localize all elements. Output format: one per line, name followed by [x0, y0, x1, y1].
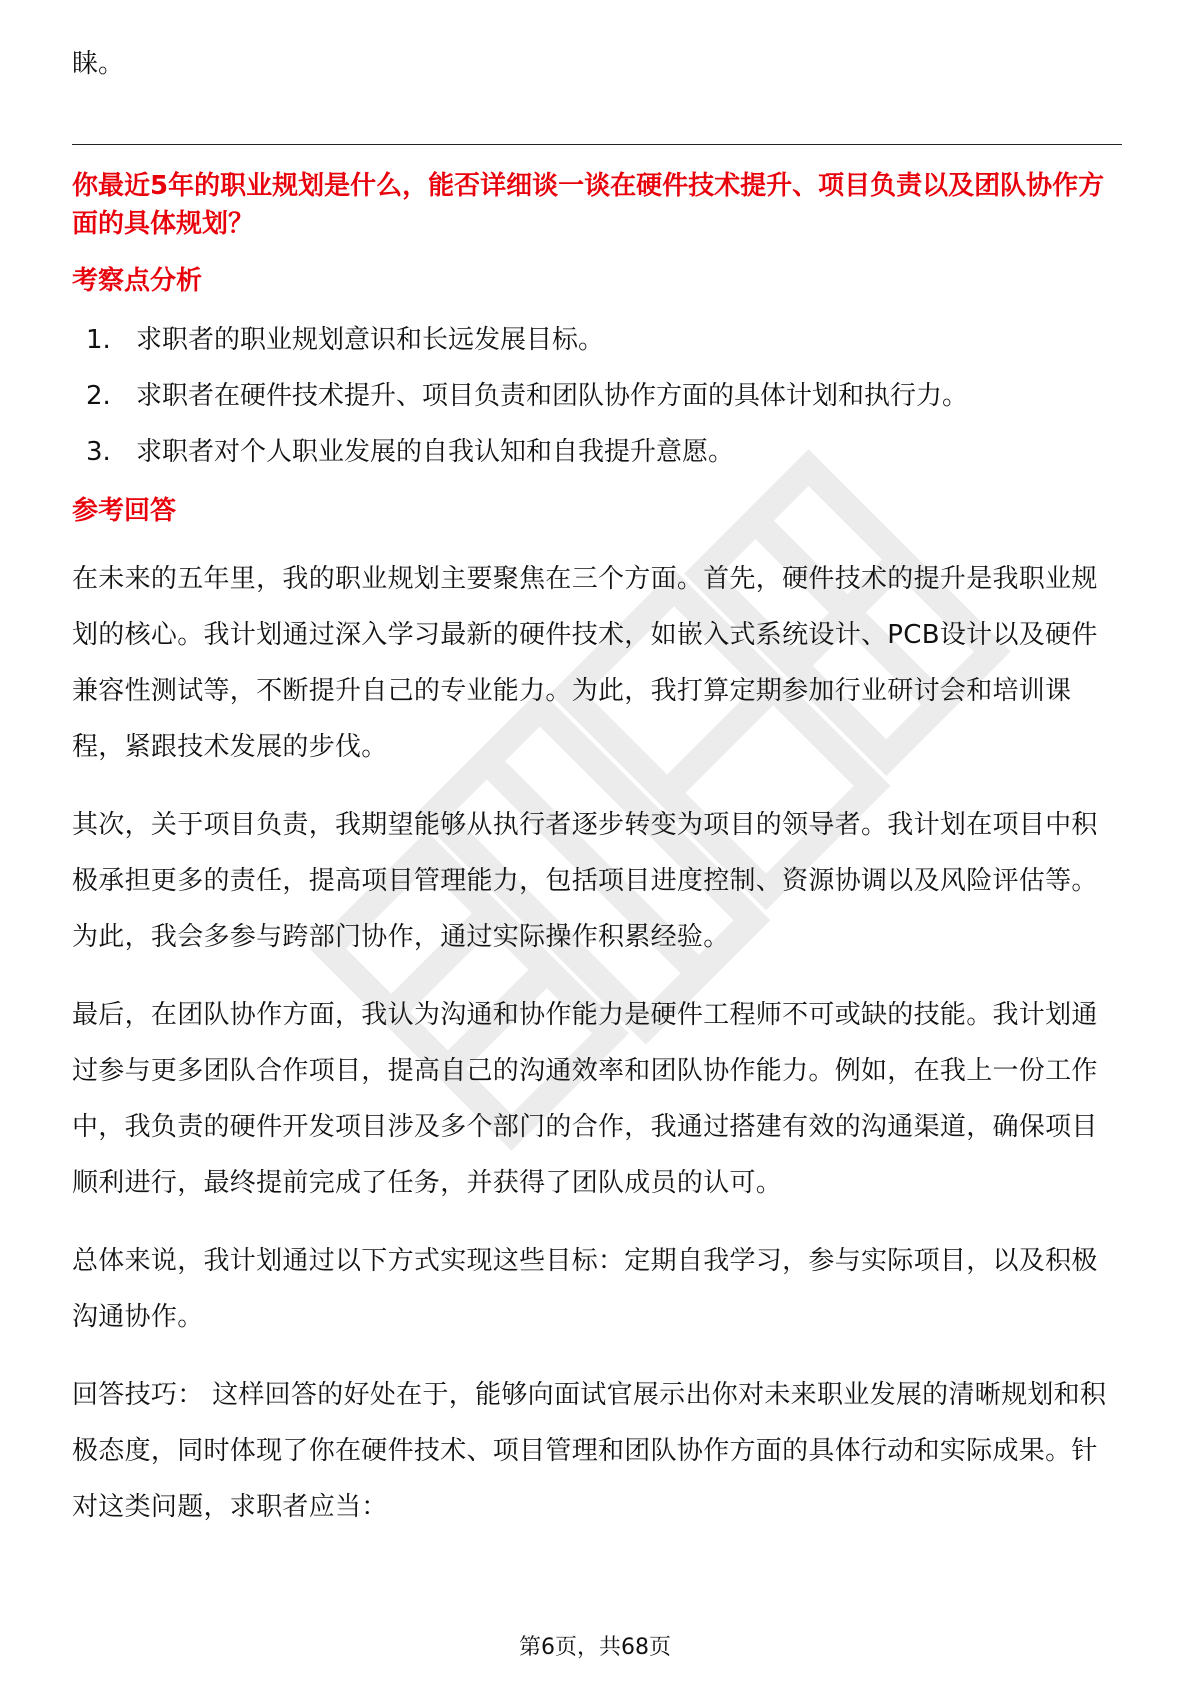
- answer-paragraph: 其次，关于项目负责，我期望能够从执行者逐步转变为项目的领导者。我计划在项目中积极承担更多的责任，提高项目管理能力，包括项目进度控制、资源协调以及风险评估等。为此，我会多参与跨部门协作，通过实际操作积累经验。: [72, 810, 1098, 952]
- question-heading: 你最近5年的职业规划是什么，能否详细谈一谈在硬件技术提升、项目负责以及团队协作方面的具体规划？: [72, 171, 1105, 239]
- previous-page-tail-text: 睐。: [72, 49, 125, 79]
- section-divider: [72, 144, 1122, 145]
- answer-paragraph: 在未来的五年里，我的职业规划主要聚焦在三个方面。首先，硬件技术的提升是我职业规划的核心。我计划通过深入学习最新的硬件技术，如嵌入式系统设计、PCB设计以及硬件兼容性测试等，不断提升自己的专业能力。为此，我打算定期参加行业研讨会和培训课程，紧跟技术发展的步伐。: [72, 564, 1098, 762]
- analysis-item-number: 2.: [86, 381, 111, 411]
- analysis-item-text: 求职者在硬件技术提升、项目负责和团队协作方面的具体计划和执行力。: [136, 381, 969, 411]
- analysis-item: [72, 377, 1122, 415]
- answer-tips-paragraph: 回答技巧： 这样回答的好处在于，能够向面试官展示出你对未来职业发展的清晰规划和积极态度，同时体现了你在硬件技术、项目管理和团队协作方面的具体行动和实际成果。针对这类问题，求职者应当：: [72, 1380, 1107, 1522]
- analysis-item-number: 1.: [86, 325, 111, 355]
- analysis-item: [72, 433, 1122, 471]
- answer-title: 参考回答: [72, 496, 177, 526]
- answer-paragraph: 最后，在团队协作方面，我认为沟通和协作能力是硬件工程师不可或缺的技能。我计划通过参与更多团队合作项目，提高自己的沟通效率和团队协作能力。例如，在我上一份工作中，我负责的硬件开发项目涉及多个部门的合作，我通过搭建有效的沟通渠道，确保项目顺利进行，最终提前完成了任务，并获得了团队成员的认可。: [72, 1000, 1098, 1198]
- content-area: [72, 44, 1122, 1557]
- analysis-item: [72, 321, 1122, 359]
- analysis-item-text: 求职者对个人职业发展的自我认知和自我提升意愿。: [136, 437, 735, 467]
- analysis-list: [72, 321, 1122, 471]
- analysis-item-number: 3.: [86, 437, 111, 467]
- analysis-item-text: 求职者的职业规划意识和长远发展目标。: [136, 325, 605, 355]
- answer-paragraph: 总体来说，我计划通过以下方式实现这些目标：定期自我学习，参与实际项目，以及积极沟通协作。: [72, 1246, 1098, 1332]
- page-number-footer: 第6页，共68页: [519, 1635, 671, 1660]
- analysis-title: 考察点分析: [72, 266, 203, 296]
